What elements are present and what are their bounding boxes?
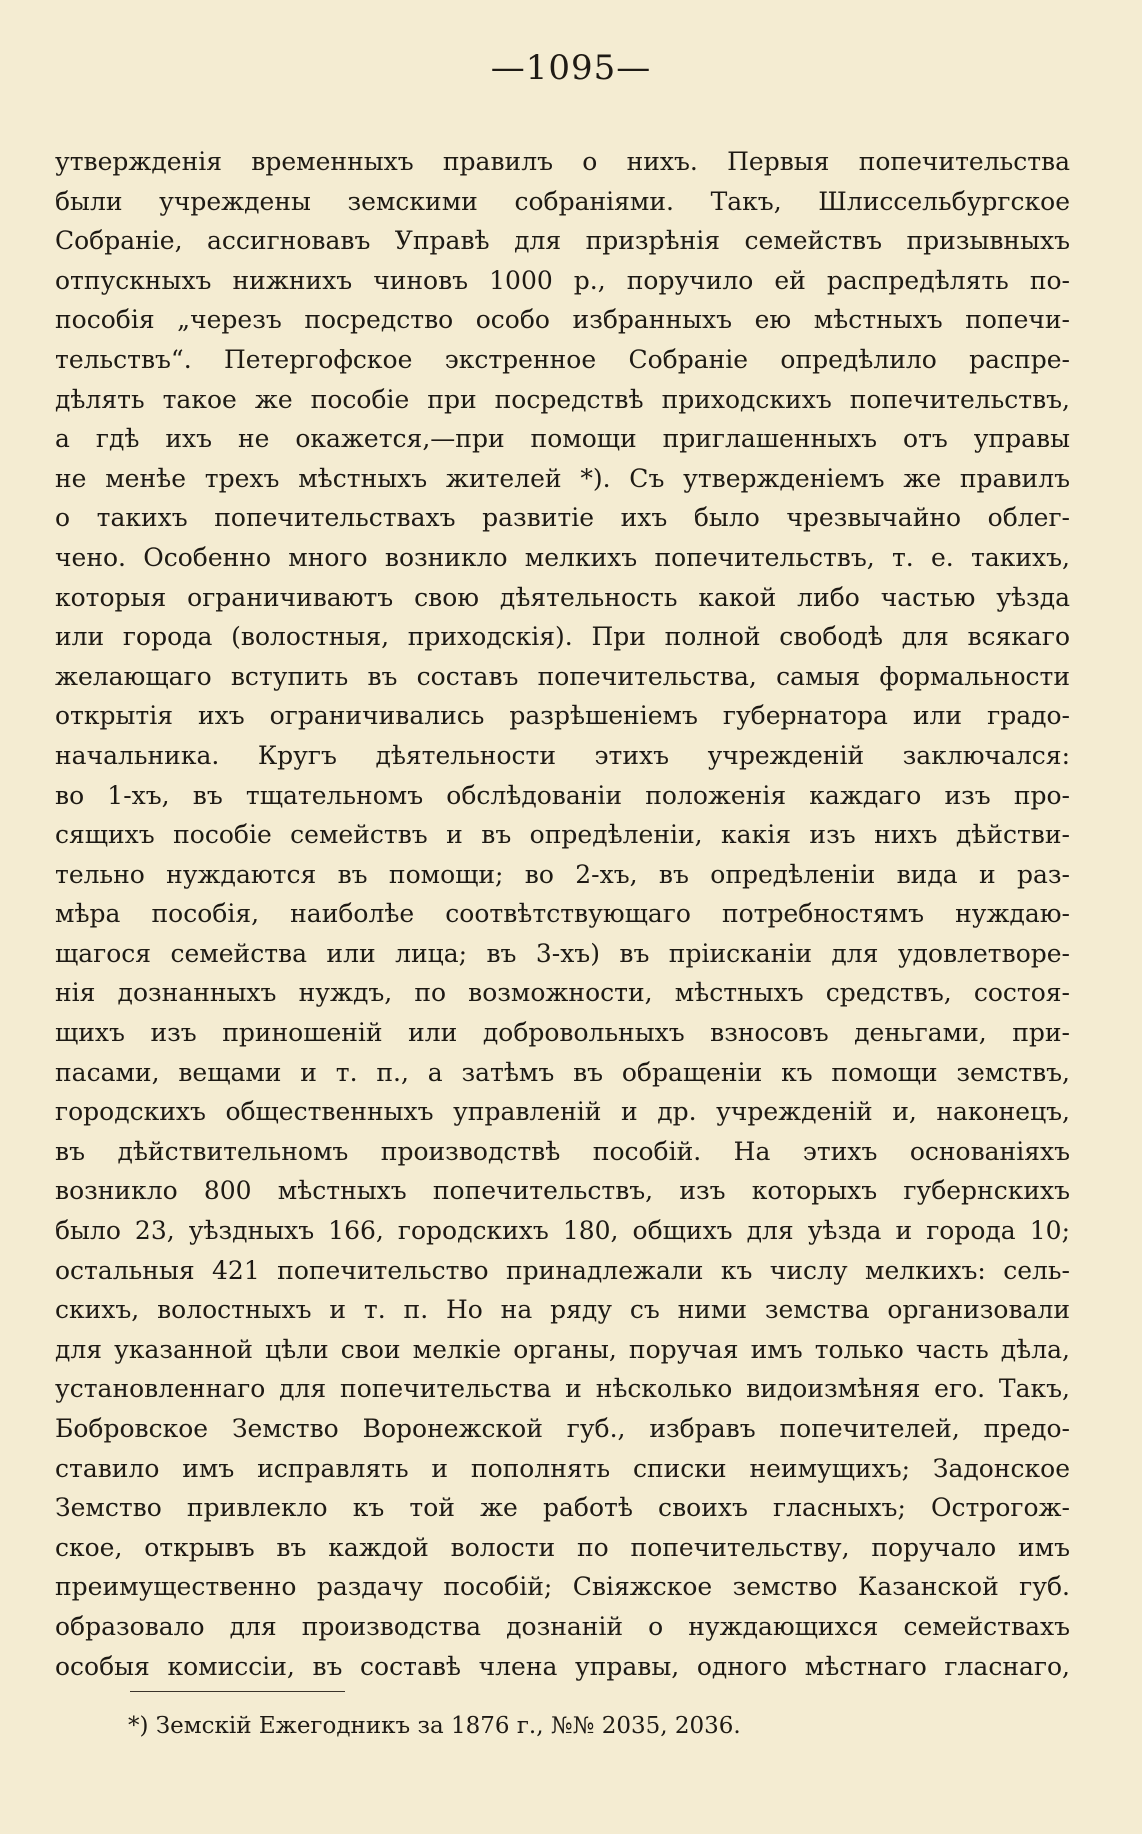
text-line: для указанной цѣли свои мелкіе органы, поручая имъ только часть дѣла, [55,1334,1070,1364]
text-line: отпускныхъ нижнихъ чиновъ 1000 р., поручило ей распредѣлять по- [55,265,1070,295]
text-line: желающаго вступить въ составъ попечительства, самыя формальности [55,661,1070,691]
text-line: возникло 800 мѣстныхъ попечительствъ, изъ которыхъ губернскихъ [55,1176,1070,1206]
text-line: особыя комиссіи, въ составѣ члена управы, одного мѣстнаго гласнаго, [55,1651,1070,1681]
text-line: Земство привлекло къ той же работѣ своихъ гласныхъ; Острогож- [55,1493,1070,1523]
text-line: мѣра пособія, наиболѣе соотвѣтствующаго потребностямъ нуждаю- [55,899,1070,929]
text-line: или города (волостныя, приходскія). При полной свободѣ для всякаго [55,622,1070,652]
text-line: во 1-хъ, въ тщательномъ обслѣдованіи положенія каждаго изъ про- [55,780,1070,810]
text-line: было 23, уѣздныхъ 166, городскихъ 180, общихъ для уѣзда и города 10; [55,1216,1070,1246]
body-text [55,142,1070,1686]
text-line: пособія „черезъ посредство особо избранныхъ ею мѣстныхъ попечи- [55,305,1070,335]
text-line: городскихъ общественныхъ управленій и др. учрежденій и, наконецъ, [55,1097,1070,1127]
text-line: скихъ, волостныхъ и т. п. Но на ряду съ ними земства организовали [55,1295,1070,1325]
text-line: пасами, вещами и т. п., а затѣмъ въ обращеніи къ помощи земствъ, [55,1057,1070,1087]
text-line: утвержденія временныхъ правилъ о нихъ. Первыя попечительства [55,147,1070,176]
text-line: Бобровское Земство Воронежской губ., избравъ попечителей, предо- [55,1414,1070,1443]
text-line: Собраніе, ассигновавъ Управѣ для призрѣнія семействъ призывныхъ [55,226,1070,256]
footnote-divider [130,1691,345,1692]
page-number: —1095— [490,48,652,88]
text-line: щихъ изъ приношеній или добровольныхъ взносовъ деньгами, при- [55,1018,1070,1048]
text-line: ставило имъ исправлять и пополнять списки неимущихъ; Задонское [55,1453,1070,1483]
text-line: не менѣе трехъ мѣстныхъ жителей *). Съ утвержденіемъ же правилъ [55,463,1070,493]
text-line: ское, открывъ въ каждой волости по попечительству, поручало имъ [55,1532,1070,1562]
text-line: чено. Особенно много возникло мелкихъ попечительствъ, т. е. такихъ, [55,542,1070,572]
text-line: сящихъ пособіе семействъ и въ опредѣленіи, какія изъ нихъ дѣйстви- [55,820,1070,850]
text-line: установленнаго для попечительства и нѣсколько видоизмѣняя его. Такъ, [55,1374,1070,1404]
text-line: начальника. Кругъ дѣятельности этихъ учрежденій заключался: [55,740,1070,770]
text-line: преимущественно раздачу пособій; Свіяжское земство Казанской губ. [55,1572,1070,1602]
text-line: открытія ихъ ограничивались разрѣшеніемъ губернатора или градо- [55,701,1070,731]
text-line: которыя ограничиваютъ свою дѣятельность какой либо частью уѣзда [55,582,1070,612]
text-line: тельно нуждаются въ помощи; во 2-хъ, въ опредѣленіи вида и раз- [55,859,1070,889]
text-line: щагося семейства или лица; въ 3-хъ) въ пріисканіи для удовлетворе- [55,938,1070,968]
footnote: *) Земскій Ежегодникъ за 1876 г., №№ 2035, 2036. [128,1713,741,1739]
text-line: о такихъ попечительствахъ развитіе ихъ было чрезвычайно облег- [55,503,1070,533]
text-line: а гдѣ ихъ не окажется,—при помощи приглашенныхъ отъ управы [55,424,1070,454]
text-line: дѣлять такое же пособіе при посредствѣ приходскихъ попечительствъ, [55,384,1070,414]
text-line: остальныя 421 попечительство принадлежали къ числу мелкихъ: сель- [55,1255,1070,1285]
text-line: образовало для производства дознаній о нуждающихся семействахъ [55,1611,1070,1641]
text-line: въ дѣйствительномъ производствѣ пособій. На этихъ основаніяхъ [55,1136,1070,1166]
text-line: нія дознанныхъ нуждъ, по возможности, мѣстныхъ средствъ, состоя- [55,978,1070,1008]
text-line: тельствъ“. Петергофское экстренное Собраніе опредѣлило распре- [55,344,1070,374]
text-line: были учреждены земскими собраніями. Такъ, Шлиссельбургское [55,186,1070,216]
